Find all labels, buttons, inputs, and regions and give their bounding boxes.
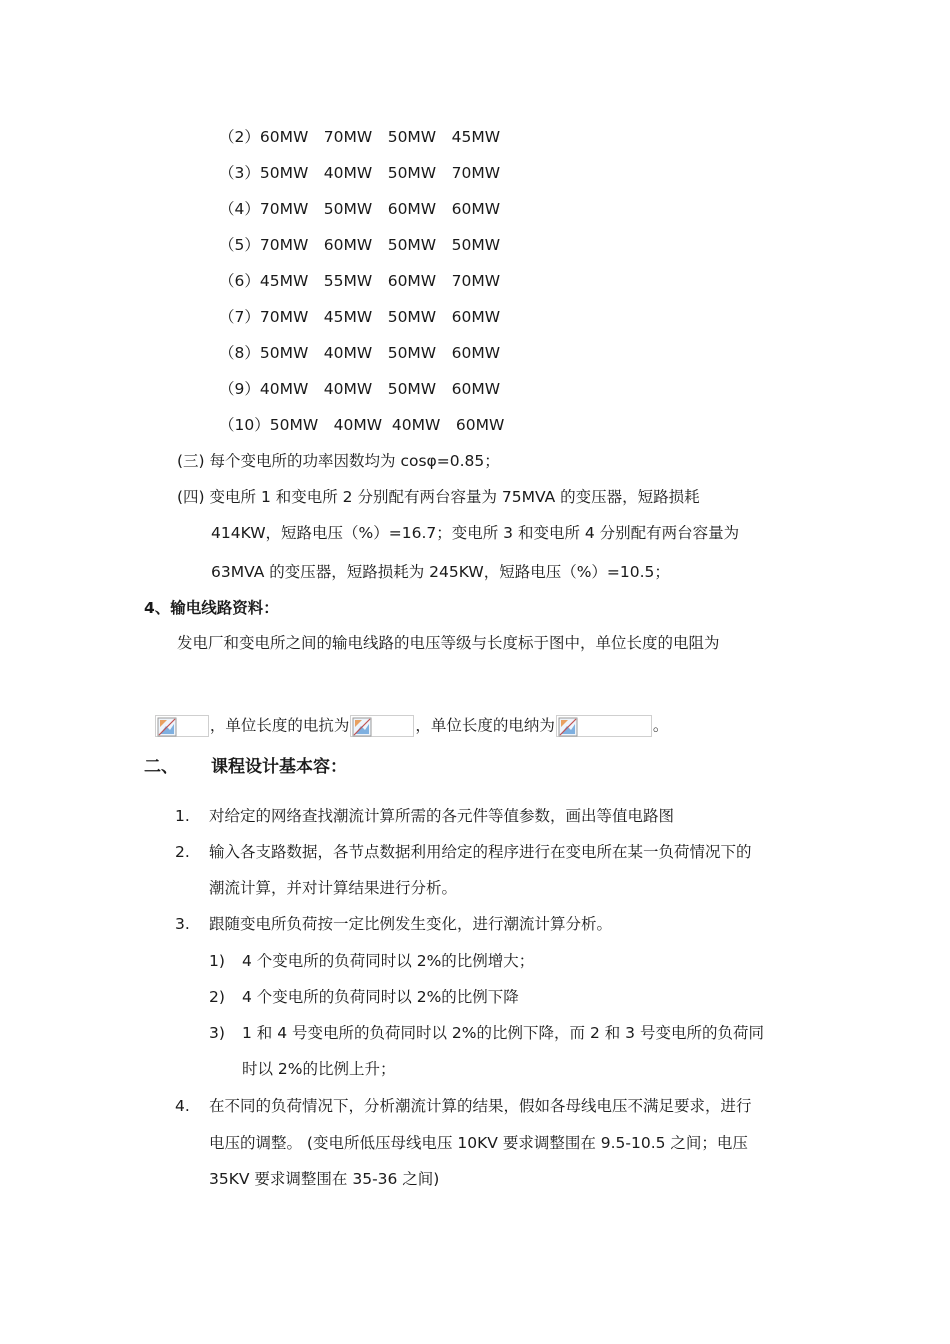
sublist-item: 时以 2%的比例上升； (242, 1060, 396, 1078)
section-heading: 4、输电线路资料： (144, 599, 279, 617)
line-data-text: 发电厂和变电所之间的输电线路的电压等级与长度标于图中，单位长度的电阻为 (177, 634, 720, 652)
formula-line (144, 692, 668, 737)
power-factor-text: (三) 每个变电所的功率因数均为 cosφ=0.85； (177, 452, 500, 470)
formula-text: ，单位长度的电纳为 (415, 716, 555, 735)
sublist-item: 4 个变电所的负荷同时以 2%的比例下降 (242, 988, 519, 1006)
broken-image-icon (350, 715, 414, 737)
formula-text: ，单位长度的电抗为 (209, 716, 350, 735)
sublist-number: 2) (209, 988, 225, 1006)
list-item: 35KV 要求调整围在 35-36 之间) (209, 1170, 440, 1188)
list-item: 在不同的负荷情况下，分析潮流计算的结果，假如各母线电压不满足要求，进行 (209, 1097, 752, 1115)
load-line: （2）60MW 70MW 50MW 45MW (219, 128, 501, 146)
load-line: （3）50MW 40MW 50MW 70MW (219, 164, 501, 182)
load-line: （10）50MW 40MW 40MW 60MW (219, 416, 505, 434)
list-item: 潮流计算，并对计算结果进行分析。 (209, 879, 458, 897)
transformer-text-line: 414KW，短路电压（%）=16.7；变电所 3 和变电所 4 分别配有两台容量为 (211, 524, 740, 542)
sublist-number: 1) (209, 952, 225, 970)
formula-text: 。 (652, 716, 669, 735)
load-line: （5）70MW 60MW 50MW 50MW (219, 236, 501, 254)
broken-image-icon (556, 715, 652, 737)
list-item: 对给定的网络查找潮流计算所需的各元件等值参数，画出等值电路图 (209, 807, 675, 825)
list-number: 1. (175, 807, 190, 825)
sublist-item: 1 和 4 号变电所的负荷同时以 2%的比例下降，而 2 和 3 号变电所的负荷同 (242, 1024, 764, 1042)
load-line: （9）40MW 40MW 50MW 60MW (219, 380, 501, 398)
load-line: （8）50MW 40MW 50MW 60MW (219, 344, 501, 362)
list-number: 2. (175, 843, 190, 861)
list-item: 电压的调整。 (变电所低压母线电压 10KV 要求调整围在 9.5-10.5 之间；电压 (209, 1134, 748, 1152)
transformer-text-line: (四) 变电所 1 和变电所 2 分别配有两台容量为 75MVA 的变压器，短路损耗 (177, 488, 700, 506)
load-line: （4）70MW 50MW 60MW 60MW (219, 200, 501, 218)
list-item: 输入各支路数据，各节点数据利用给定的程序进行在变电所在某一负荷情况下的 (209, 843, 752, 861)
list-number: 3. (175, 915, 190, 933)
list-item: 跟随变电所负荷按一定比例发生变化，进行潮流计算分析。 (209, 915, 613, 933)
sublist-number: 3) (209, 1024, 225, 1042)
section-number: 二、 (144, 757, 178, 777)
section-title: 课程设计基本容： (211, 757, 347, 777)
list-number: 4. (175, 1097, 190, 1115)
transformer-text-line: 63MVA 的变压器，短路损耗为 245KW，短路电压（%）=10.5； (211, 563, 670, 581)
sublist-item: 4 个变电所的负荷同时以 2%的比例增大； (242, 952, 535, 970)
load-line: （7）70MW 45MW 50MW 60MW (219, 308, 501, 326)
load-line: （6）45MW 55MW 60MW 70MW (219, 272, 501, 290)
broken-image-icon (155, 715, 209, 737)
